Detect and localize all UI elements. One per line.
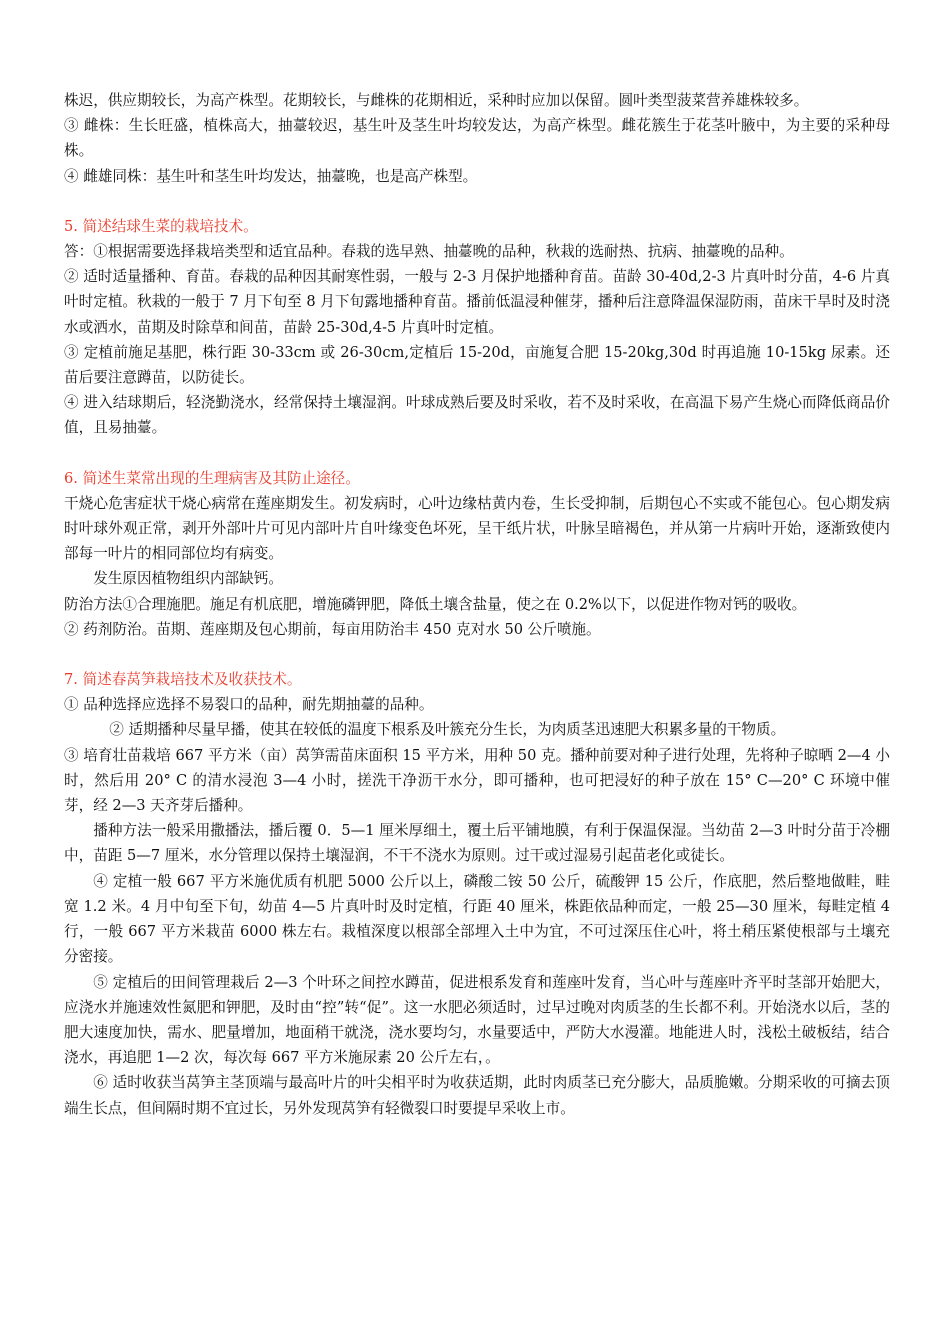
q5-paragraph-2: ② 适时适量播种、育苗。春栽的品种因其耐寒性弱，一般与 2-3 月保护地播种育苗。苗龄 30-40d,2-3 片真叶时分苗，4-6 片真叶时定植。秋栽的一般于 7 月下旬至 8 月下旬露地播种育苗。播前低温浸种催芽，播种后注意降温保湿防雨，苗床干旱时及时浇水或洒水，苗期及时除草和间苗，苗龄 25-30d,4-5 片真叶时定植。 [64,268,890,336]
q6-paragraph-1: 干烧心危害症状干烧心病常在莲座期发生。初发病时，心叶边缘枯黄内卷，生长受抑制，后期包心不实或不能包心。包心期发病时叶球外观正常，剥开外部叶片可见内部叶片自叶缘变色坏死，呈干纸片状，叶脉呈暗褐色，并从第一片病叶开始，逐渐致使内部每一叶片的相同部位均有病变。 [64,494,890,563]
q5-paragraph-3: ③ 定植前施足基肥，株行距 30-33cm 或 26-30cm,定植后 15-20d，亩施复合肥 15-20kg,30d 时再追施 10-15kg 尿素。还苗后要注意蹲苗，以防徒长。 [64,343,890,387]
question-6-heading: 6. 简述生菜常出现的生理病害及其防止途径。 [64,469,360,487]
q6-paragraph-2: 发生原因植物组织内部缺钙。 [93,570,283,588]
q7-paragraph-1: ① 品种选择应选择不易裂口的品种，耐先期抽薹的品种。 [64,696,434,714]
paragraph-monoecious-plant: ④ 雌雄同株：基生叶和茎生叶均发达，抽薹晚，也是高产株型。 [64,167,478,185]
q5-paragraph-1: 答：①根据需要选择栽培类型和适宜品种。春栽的选早熟、抽薹晚的品种，秋栽的选耐热、抗病、抽薹晚的品种。 [64,243,794,261]
q7-paragraph-3: ③ 培育壮苗栽培 667 平方米（亩）莴笋需苗床面积 15 平方米，用种 50 克。播种前要对种子进行处理，先将种子晾晒 2—4 小时，然后用 20° C 的清水浸泡 3—4 小时，搓洗干净沥干水分，即可播种，也可把浸好的种子放在 15° C—20° C 环境中催芽，经 2—3 天齐芽后播种。 [64,746,890,815]
q6-paragraph-3: 防治方法①合理施肥。施足有机底肥，增施磷钾肥，降低土壤含盐量，使之在 0.2%以下，以促进作物对钙的吸收。 [64,595,807,613]
q7-paragraph-2: ② 适期播种尽量早播，使其在较低的温度下根系及叶簇充分生长，为肉质茎迅速肥大积累多量的干物质。 [109,721,786,739]
question-5-heading: 5. 简述结球生菜的栽培技术。 [64,217,258,235]
q7-paragraph-7: ⑥ 适时收获当莴笋主茎顶端与最高叶片的叶尖相平时为收获适期，此时肉质茎已充分膨大，品质脆嫩。分期采收的可摘去顶端生长点，但间隔时期不宜过长，另外发现莴笋有轻微裂口时要提早采收上市。 [64,1074,890,1117]
q7-paragraph-6: ⑤ 定植后的田间管理栽后 2—3 个叶环之间控水蹲苗，促进根系发育和莲座叶发育，当心叶与莲座叶齐平时茎部开始肥大，应浇水并施速效性氮肥和钾肥，及时由“控”转“促”。这一水肥必须适时，过早过晚对肉质茎的生长都不利。开始浇水以后，茎的肥大速度加快，需水、肥量增加，地面稍干就浇，浇水要均匀，水量要适中，严防大水漫灌。地能进人时，浅松土破板结，结合浇水，再追肥 1—2 次，每次每 667 平方米施尿素 20 公斤左右，。 [64,973,890,1067]
q5-paragraph-4: ④ 进入结球期后，轻浇勤浇水，经常保持土壤湿润。叶球成熟后要及时采收，若不及时采收，在高温下易产生烧心而降低商品价值，且易抽薹。 [64,394,890,437]
section-gap [64,642,890,667]
question-7-heading: 7. 简述春莴笋栽培技术及收获技术。 [64,671,302,689]
section-gap [64,189,890,214]
paragraph-male-plant-cont: 株迟，供应期较长，为高产株型。花期较长，与雌株的花期相近，采种时应加以保留。圆叶类型菠菜营养雄株较多。 [64,92,809,109]
q6-paragraph-4: ② 药剂防治。苗期、莲座期及包心期前，每亩用防治丰 450 克对水 50 公斤喷施。 [64,620,601,638]
paragraph-female-plant: ③ 雌株：生长旺盛，植株高大，抽薹较迟，基生叶及茎生叶均较发达，为高产株型。雌花簇生于花茎叶腋中，为主要的采种母株。 [64,117,890,160]
q7-paragraph-4: 播种方法一般采用撒播法，播后覆 0．5—1 厘米厚细土，覆土后平铺地膜，有利于保温保湿。当幼苗 2—3 叶时分苗于冷棚中，苗距 5—7 厘米，水分管理以保持土壤湿润，不干不浇水为原则。过干或过湿易引起苗老化或徒长。 [64,822,890,865]
section-gap [64,441,890,466]
q7-paragraph-5: ④ 定植一般 667 平方米施优质有机肥 5000 公斤以上，磷酸二铵 50 公斤，硫酸钾 15 公斤，作底肥，然后整地做畦，畦宽 1.2 米。4 月中旬至下旬，幼苗 4—5 片真叶时及时定植，行距 40 厘米，株距依品种而定，一般 25—30 厘米，每畦定植 4 行，一般 667 平方米栽苗 6000 株左右。栽植深度以根部全部埋入土中为宜，不可过深压住心叶，将土稍压紧使根部与土壤充分密接。 [64,872,890,966]
